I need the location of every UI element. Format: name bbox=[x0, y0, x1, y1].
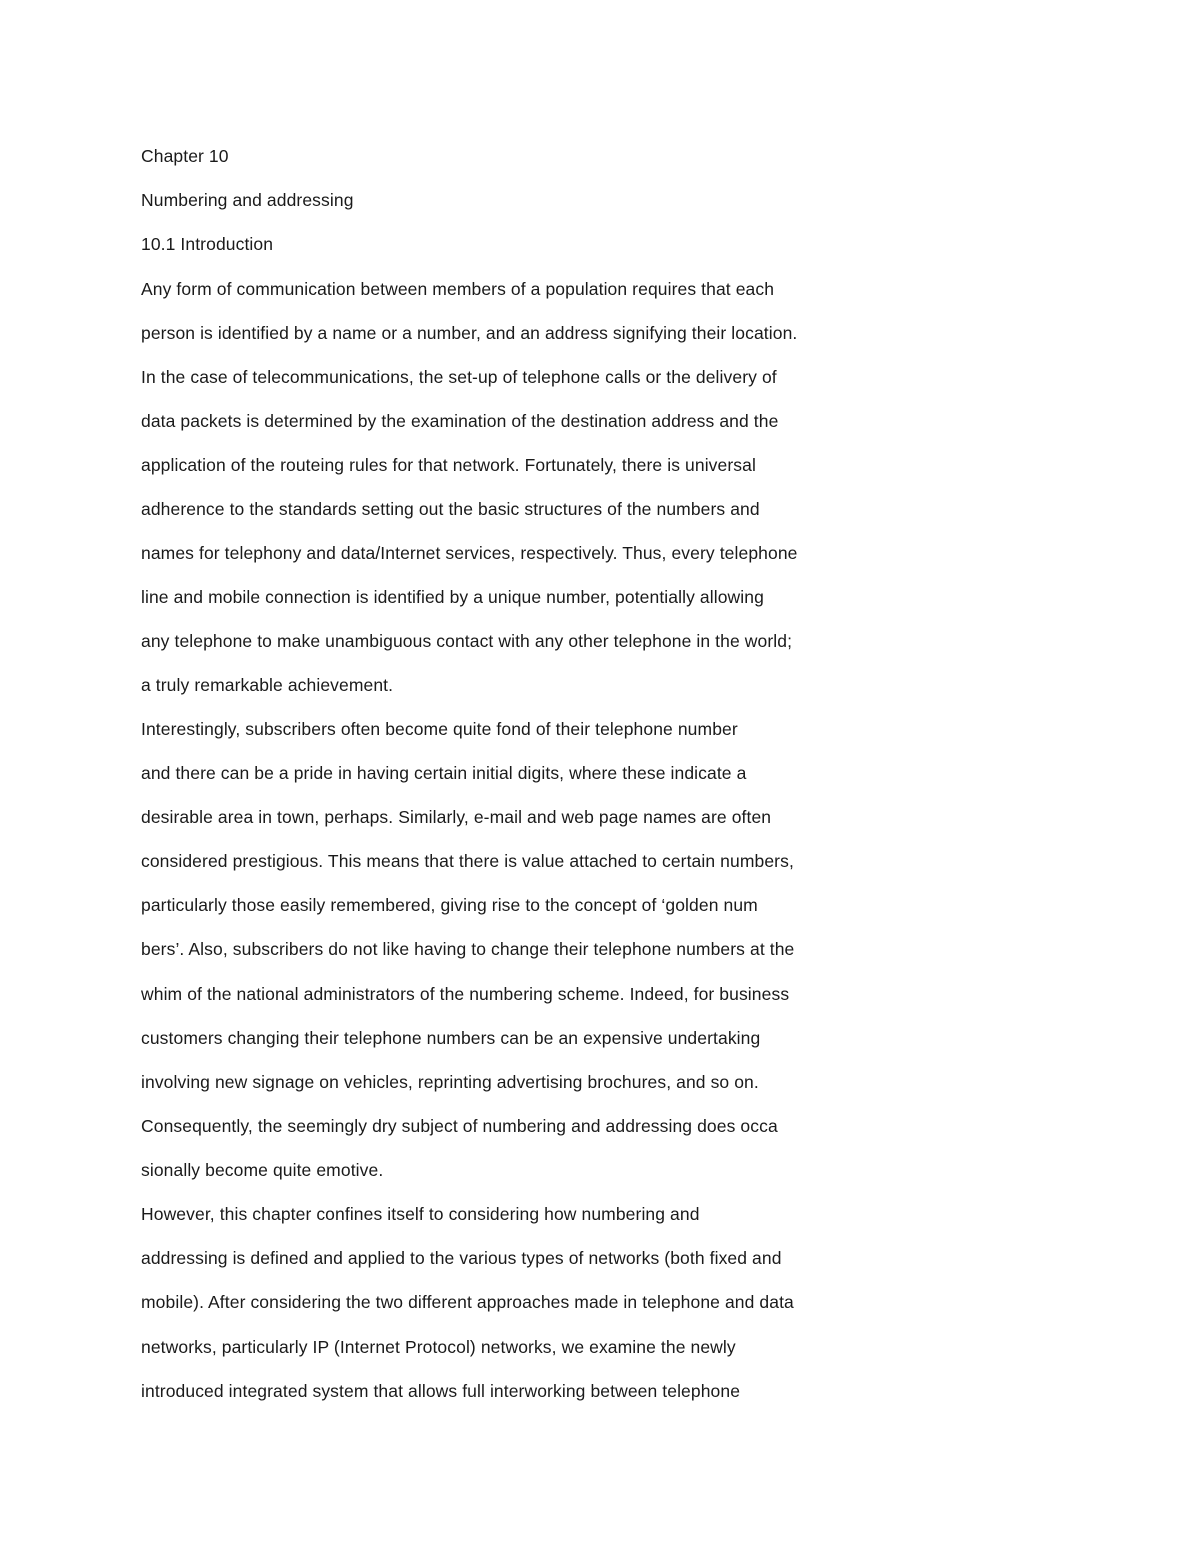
text-line: However, this chapter confines itself to considering how numbering and bbox=[141, 1204, 700, 1224]
text-line: customers changing their telephone numbers can be an expensive undertaking bbox=[141, 1028, 761, 1048]
text-line: names for telephony and data/Internet services, respectively. Thus, every telephone bbox=[141, 543, 798, 563]
chapter-title: Numbering and addressing bbox=[141, 190, 354, 210]
text-line: whim of the national administrators of the numbering scheme. Indeed, for business bbox=[141, 984, 790, 1004]
section-heading: 10.1 Introduction bbox=[141, 234, 274, 254]
text-line: a truly remarkable achievement. bbox=[141, 675, 394, 695]
text-line: Interestingly, subscribers often become quite fond of their telephone number bbox=[141, 719, 738, 739]
text-line: mobile). After considering the two different approaches made in telephone and data bbox=[141, 1292, 794, 1312]
text-line: sionally become quite emotive. bbox=[141, 1160, 384, 1180]
text-line: Any form of communication between members of a population requires that each bbox=[141, 279, 775, 299]
text-line: line and mobile connection is identified by a unique number, potentially allowing bbox=[141, 587, 764, 607]
text-line: and there can be a pride in having certain initial digits, where these indicate a bbox=[141, 763, 747, 783]
text-line: Consequently, the seemingly dry subject of numbering and addressing does occa bbox=[141, 1116, 778, 1136]
text-line: any telephone to make unambiguous contact with any other telephone in the world; bbox=[141, 631, 793, 651]
text-line: bers’. Also, subscribers do not like having to change their telephone numbers at the bbox=[141, 939, 795, 959]
text-line: data packets is determined by the examination of the destination address and the bbox=[141, 411, 779, 431]
text-line: involving new signage on vehicles, reprinting advertising brochures, and so on. bbox=[141, 1072, 759, 1092]
chapter-label: Chapter 10 bbox=[141, 146, 229, 166]
text-line: application of the routeing rules for that network. Fortunately, there is universal bbox=[141, 455, 756, 475]
text-line: considered prestigious. This means that there is value attached to certain numbers, bbox=[141, 851, 794, 871]
text-line: person is identified by a name or a number, and an address signifying their location. bbox=[141, 323, 798, 343]
text-line: desirable area in town, perhaps. Similarly, e-mail and web page names are often bbox=[141, 807, 772, 827]
text-line: In the case of telecommunications, the set-up of telephone calls or the delivery of bbox=[141, 367, 777, 387]
text-line: addressing is defined and applied to the various types of networks (both fixed and bbox=[141, 1248, 782, 1268]
text-line: networks, particularly IP (Internet Protocol) networks, we examine the newly bbox=[141, 1337, 736, 1357]
text-line: adherence to the standards setting out the basic structures of the numbers and bbox=[141, 499, 760, 519]
text-line: introduced integrated system that allows full interworking between telephone bbox=[141, 1381, 741, 1401]
text-line: particularly those easily remembered, giving rise to the concept of ‘golden num bbox=[141, 895, 758, 915]
